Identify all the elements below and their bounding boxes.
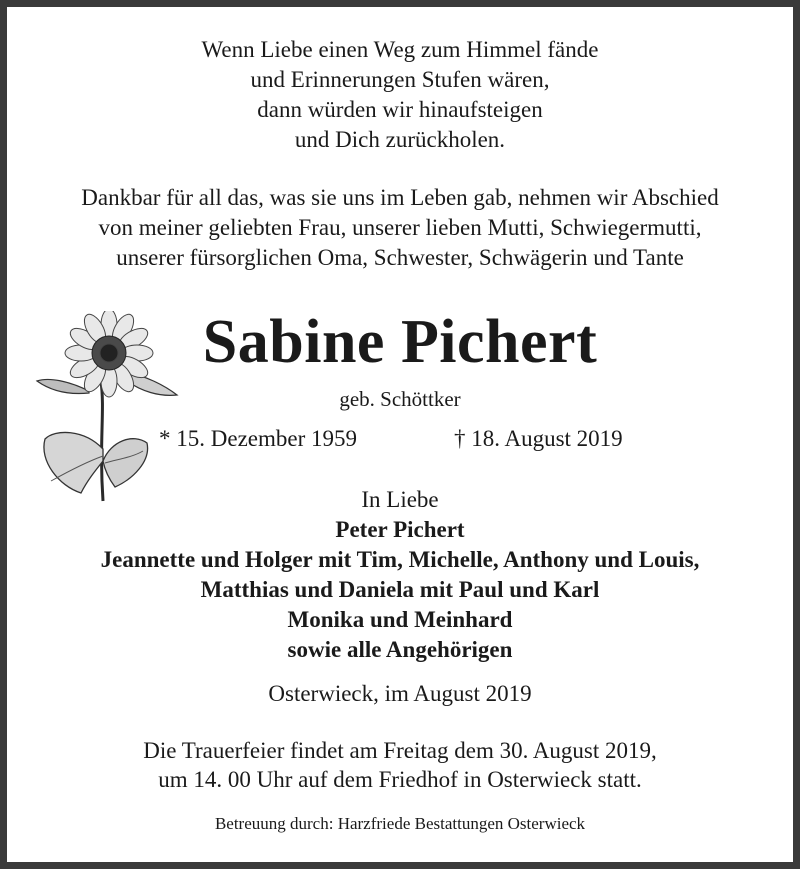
farewell-line: Dankbar für all das, was sie uns im Leben gab, nehmen wir Abschied	[81, 185, 719, 210]
mourner-line: Matthias und Daniela mit Paul und Karl	[200, 577, 600, 602]
ceremony-info	[7, 736, 793, 794]
poem-line: und Dich zurückholen.	[294, 127, 506, 152]
farewell-line: von meiner geliebten Frau, unserer lieben Mutti, Schwiegermutti,	[98, 215, 702, 240]
death-date: † 18. August 2019	[454, 426, 623, 451]
ceremony-line: Die Trauerfeier findet am Freitag dem 30. August 2019,	[143, 738, 657, 763]
birth-date: * 15. Dezember 1959	[159, 426, 357, 451]
place-date: Osterwieck, im August 2019	[268, 681, 532, 706]
farewell-text	[7, 183, 793, 273]
poem-line: dann würden wir hinaufsteigen	[257, 97, 543, 122]
maiden-name: geb. Schöttker	[339, 387, 461, 411]
obituary-card	[7, 7, 793, 862]
poem-line: und Erinnerungen Stufen wären,	[250, 67, 550, 92]
poem-line: Wenn Liebe einen Weg zum Himmel fände	[201, 37, 599, 62]
mourner-line: Peter Pichert	[335, 517, 465, 542]
undertaker-credit: Betreuung durch: Harzfriede Bestattungen Osterwieck	[214, 814, 586, 833]
mourners	[7, 485, 793, 665]
poem	[7, 35, 793, 155]
ceremony-line: um 14. 00 Uhr auf dem Friedhof in Osterwieck statt.	[158, 767, 642, 792]
deceased-name: Sabine Pichert	[202, 308, 598, 376]
mourner-line: Monika und Meinhard	[287, 607, 513, 632]
farewell-line: unserer fürsorglichen Oma, Schwester, Schwägerin und Tante	[116, 245, 684, 270]
mourners-intro: In Liebe	[361, 487, 439, 512]
mourner-line: sowie alle Angehörigen	[287, 637, 513, 662]
mourner-line: Jeannette und Holger mit Tim, Michelle, Anthony und Louis,	[100, 547, 700, 572]
